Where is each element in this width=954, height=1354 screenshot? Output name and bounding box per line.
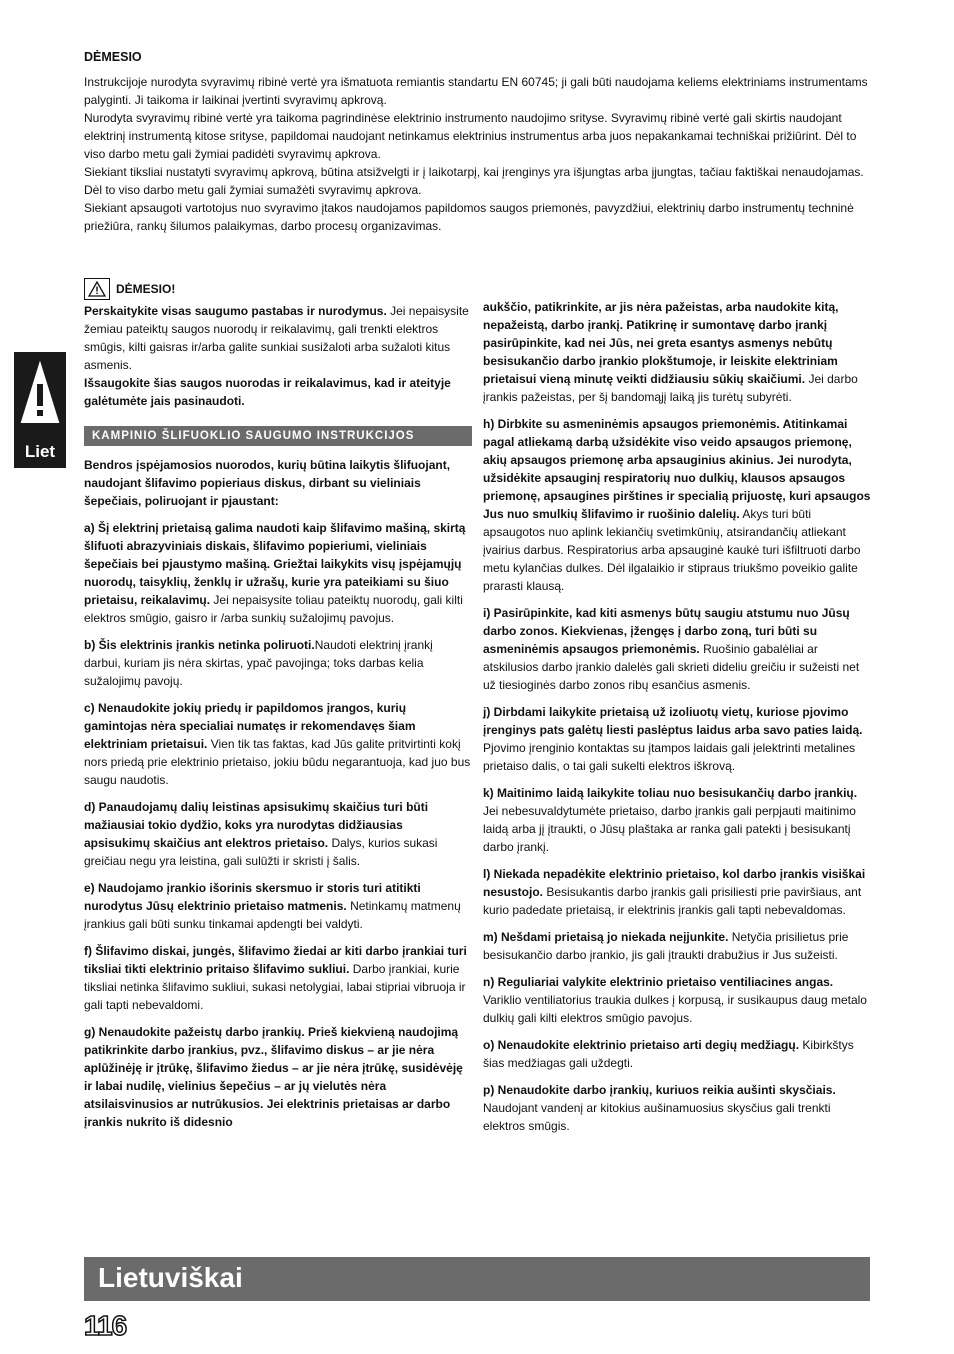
right-column xyxy=(483,298,871,1144)
notice-paragraph: Siekiant tiksliai nustatyti svyravimų apkrovą, būtina atsižvelgti ir į laikotarpį, kai įrenginys yra išjungtas arba įjungtas, tačiau faktiškai nenaudojamas. Dėl to viso darbo metu gali žymiai sumažėti svyravimų apkrova. xyxy=(84,165,864,197)
instruction-item: e) Naudojamo įrankio išorinis skersmuo ir storis turi atitikti nurodytus Jūsų elektrinio prietaiso matmenis. Netinkamų matmenų įrankius gali būti sunku tinkamai apdengti bei valdyti. xyxy=(84,881,461,931)
warning-paragraph: Perskaitykite visas saugumo pastabas ir nurodymus. Jei nepaisysite žemiau pateiktų saugos nuorodų ir reikalavimų, gali trenkti elektros smūgis, kilti gaisras ir/arba galite sunkiai susižaloti arba sužaloti kitus asmenis. xyxy=(84,304,469,372)
notice-paragraph: Nurodyta svyravimų ribinė vertė yra taikoma pagrindinėse elektrinio instrumento naudojimo srityse. Svyravimų ribinė vertė gali skirtis naudojant elektrinį instrumentą kitose srityse, papildomai naudojant netinkamus elektrinius instrumentus arba juos nepakankamai techniškai prižiūrint. Dėl to viso darbo metu gali žymiai padidėti svyravimų apkrova. xyxy=(84,111,857,161)
instruction-item: p) Nenaudokite darbo įrankių, kuriuos reikia aušinti skysčiais. Naudojant vandenį ar kitokius aušinamuosius skysčius gali trenkti elektros smūgis. xyxy=(483,1083,836,1133)
page-number: 116 xyxy=(84,1310,127,1341)
left-column xyxy=(84,278,472,1140)
warning-icon xyxy=(84,278,110,300)
instruction-item: o) Nenaudokite elektrinio prietaiso arti degių medžiagų. Kibirkštys šias medžiagas gali uždegti. xyxy=(483,1038,854,1070)
notice-paragraph: Instrukcijoje nurodyta svyravimų ribinė vertė yra išmatuota remiantis standartu EN 60745; ji gali būti naudojama keliems elektriniams instrumentams palyginti. Ji taikoma ir laikinai įvertinti svyravimų apkrovą. xyxy=(84,75,868,107)
warning-triangle-icon xyxy=(20,360,60,426)
instruction-item: k) Maitinimo laidą laikykite toliau nuo besisukančių darbo įrankių. Jei nebesuvaldytumėte prietaiso, darbo įrankis gali perpjauti maitinimo laidą arba jį įtraukti, o Jūsų plaštaka ar ranka gali patekti į besisukantį darbo įrankį. xyxy=(483,786,858,854)
instruction-item: h) Dirbkite su asmeninėmis apsaugos priemonėmis. Atitinkamai pagal atliekamą darbą užsidėkite viso veido apsaugos priemonę, akių apsaugos priemonę arba apsauginius akinius. Jei nurodyta, užsidėkite apsauginį respiratorių nuo dulkių, klausos apsaugos priemonę, apsaugines pirštines ir specialią prijuostę, kuri apsaugos Jus nuo smulkių šlifavimo ir ruošinio dalelių. Akys turi būti apsaugotos nuo aplink lekiančių svetimkūnių, atsirandančių atliekant įvairius darbus. Respiratorius arba apsauginė kaukė turi išfiltruoti darbo metu kylančias dulkes. Dėl ilgalaikio ir stipraus triukšmo poveikio galite prarasti klausą. xyxy=(483,417,871,593)
warning-heading xyxy=(84,278,472,300)
vibration-notice xyxy=(84,50,874,235)
section-intro: Bendros įspėjamosios nuorodos, kurių būtina laikytis šlifuojant, naudojant šlifavimo popieriaus diskus, dirbant su vieliniais šepečiais, poliruojant ir pjaustant: xyxy=(84,458,451,508)
instruction-item: g) Nenaudokite pažeistų darbo įrankių. Prieš kiekvieną naudojimą patikrinkite darbo įrankius, pvz., šlifavimo diskus – ar jie nėra aplūžinėję ir įtrūkę, šlifavimo žiedus – ar jie nėra įtrūkę, susidėvėję ir labai nudilę, vielinius šepečius – ar jų vielutės nėra atsilaisvinusios ar nutrūkusios. Jei elektrinis prietaisas ar darbo įrankis nukrito iš didesnio xyxy=(84,1025,463,1129)
instruction-item: aukščio, patikrinkite, ar jis nėra pažeistas, arba naudokite kitą, nepažeistą, darbo įrankį. Patikrinę ir sumontavę darbo įrankį pasirūpinkite, kad nei Jūs, nei greta esantys asmenys nebūtų besisukančio darbo įrankio plokštumoje, ir leiskite elektriniam prietaisui vieną minutę veikti didžiausiu sūkių skaičiumi. Jei darbo įrankis pažeistas, per šį bandomąjį laiką jis turėtų subyrėti. xyxy=(483,300,858,404)
language-title: Lietuviškai xyxy=(98,1262,243,1293)
instruction-item: i) Pasirūpinkite, kad kiti asmenys būtų saugiu atstumu nuo Jūsų darbo zonos. Kiekvienas, įžengęs į darbo zoną, turi būti su asmeninėmis apsaugos priemonėmis. Ruošinio gabalėliai ar atskilusios darbo įrankio dalelės gali skrieti dideliu greičiu ir sužeisti net už tiesioginės darbo zonos ribų esančius asmenis. xyxy=(483,606,860,692)
instruction-item: j) Dirbdami laikykite prietaisą už izoliuotų vietų, kuriose pjovimo įrenginys pats galėtų liesti paslėptus laidus arba savo paties laidą. Pjovimo įrenginio kontaktas su įtampos laidais gali įelektrinti metalines prietaiso dalis, o tai gali sukelti elektros iškrovą. xyxy=(483,705,863,773)
notice-paragraph: Siekiant apsaugoti vartotojus nuo svyravimo įtakos naudojamos papildomos saugos priemonės, pavyzdžiui, elektrinių darbo instrumentų techninė priežiūra, rankų šilumos palaikymas, darbo procesų organizavimas. xyxy=(84,201,854,233)
instruction-item: l) Niekada nepadėkite elektrinio prietaiso, kol darbo įrankis visiškai nesustojo. Besisukantis darbo įrankis gali prisiliesti prie paviršiaus, ant kurio padedate prietaisą, ir elektrinis įrankis gali tapti nebevaldomas. xyxy=(483,867,866,917)
language-side-tab xyxy=(14,352,66,468)
notice-heading: DĖMESIO xyxy=(84,50,142,64)
instruction-item: f) Šlifavimo diskai, jungės, šlifavimo žiedai ar kiti darbo įrankiai turi tiksliai tikti elektrinio pritaiso šlifavimo sukliui. Darbo įrankiai, kurie tiksliai netinka šlifavimo sukliui, sukasi netolygiai, labai stipriai vibruoja ir gali tapti nebevaldomi. xyxy=(84,944,467,1012)
instruction-item: m) Nešdami prietaisą jo niekada neįjunkite. Netyčia prisilietus prie besisukančio darbo įrankio, jis gali įtraukti drabužius ir Jus sužeisti. xyxy=(483,930,849,962)
language-tab-label: Liet xyxy=(24,442,56,461)
language-footer-bar xyxy=(84,1257,870,1301)
instruction-item: b) Šis elektrinis įrankis netinka poliruoti.Naudoti elektrinį įrankį darbui, kuriam jis nėra skirtas, ypač pavojinga; toks darbas kelia sužalojimų pavojų. xyxy=(84,638,433,688)
section-band: KAMPINIO ŠLIFUOKLIO SAUGUMO INSTRUKCIJOS xyxy=(84,426,472,446)
instruction-item: a) Šį elektrinį prietaisą galima naudoti kaip šlifavimo mašiną, skirtą šlifuoti abrazyviniais diskais, šlifavimo popieriumi, vieliniais šepečiais bei pjaustymo mašiną. Griežtai laikykits visų įspėjamųjų nuorodų, taisyklių, ženklų ir užrašų, kurie yra pateikiami su šiuo prietaisu, reikalavimų. Jei nepaisysite toliau pateiktų nuorodų, gali kilti elektros smūgio, gaisro ir /arba sunkių sužalojimų pavojus. xyxy=(84,521,466,625)
warning-heading-text: DĖMESIO! xyxy=(116,282,176,296)
instruction-item: n) Reguliariai valykite elektrinio prietaiso ventiliacines angas. Variklio ventiliatorius traukia dulkes į korpusą, ir susikaupus daug metalo dulkių gali kilti elektros smūgio pavojus. xyxy=(483,975,867,1025)
instruction-item: c) Nenaudokite jokių priedų ir papildomos įrangos, kurių gamintojas nėra specialiai numatęs ir rekomendavęs šiam elektriniam prietaisui. Vien tik tas faktas, kad Jūs galite pritvirtinti kokį nors priedą prie elektrinio prietaiso, jokiu būdu negarantuoja, kad juo bus saugu naudotis. xyxy=(84,701,471,787)
warning-keep-note: Išsaugokite šias saugos nuorodas ir reikalavimus, kad ir ateityje galėtumėte jais pasinaudoti. xyxy=(84,376,451,408)
instruction-item: d) Panaudojamų dalių leistinas apsisukimų skaičius turi būti mažiausiai tokio dydžio, koks yra nurodytas didžiausias apsisukimų skaičius ant elektros prietaiso. Dalys, kurios sukasi greičiau negu yra leistina, gali sulūžti ir skristi į šalis. xyxy=(84,800,438,868)
